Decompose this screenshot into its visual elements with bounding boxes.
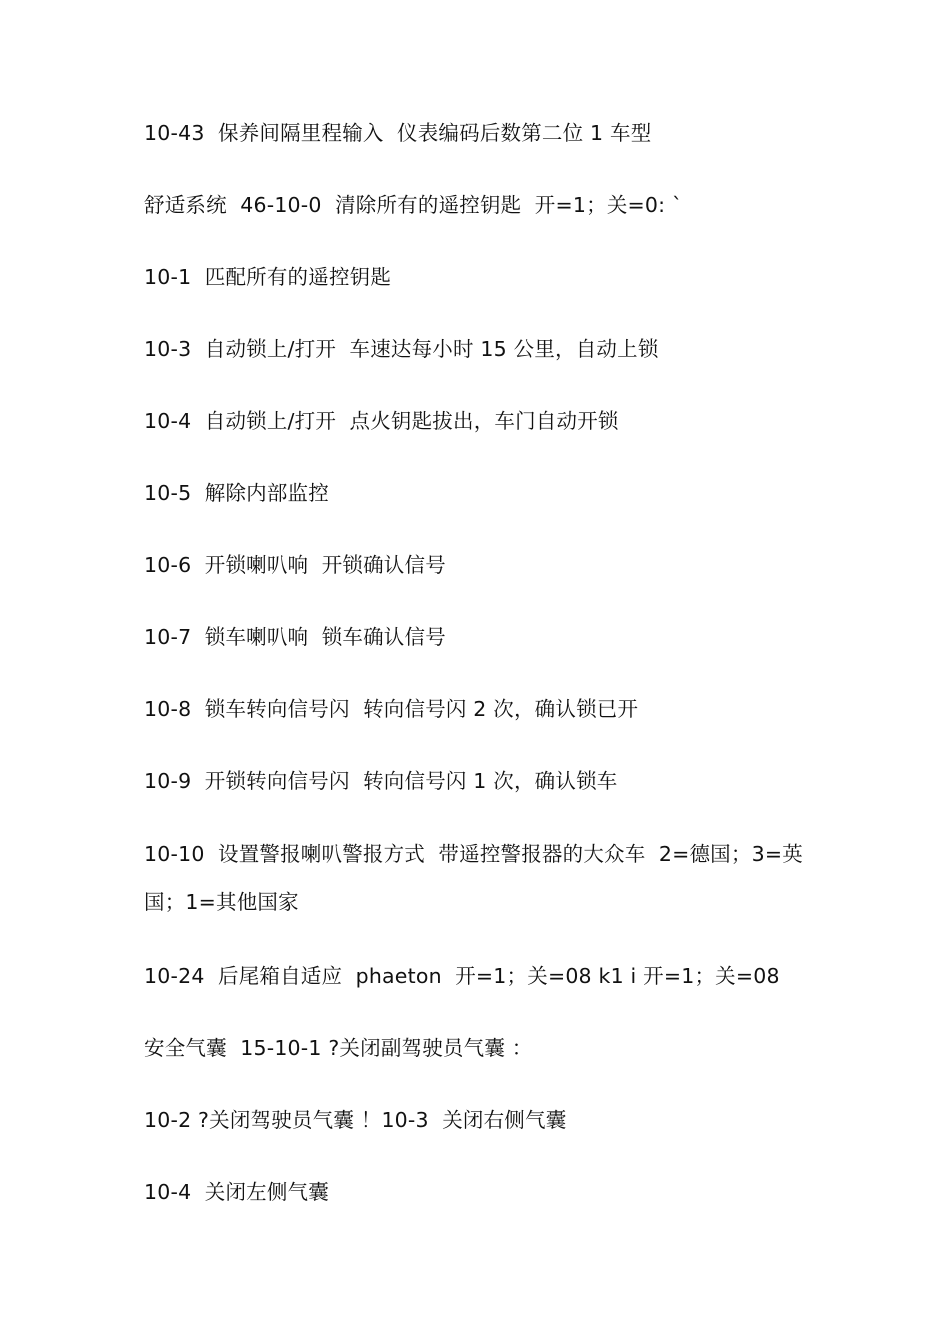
paragraph-13: 安全气囊 15-10-1 ?关闭副驾驶员气囊 ： (144, 1036, 533, 1060)
paragraph-7: 10-6 开锁喇叭响 开锁确认信号 (144, 553, 446, 577)
paragraph-1: 10-43 保养间隔里程输入 仪表编码后数第二位 1 车型 (144, 121, 652, 145)
paragraph-5: 10-4 自动锁上/打开 点火钥匙拔出，车门自动开锁 (144, 409, 619, 433)
paragraph-2: 舒适系统 46-10-0 清除所有的遥控钥匙 开=1；关=0: ` (144, 193, 683, 217)
paragraph-14: 10-2 ?关闭驾驶员气囊 ！10-3 关闭右侧气囊 (144, 1108, 567, 1132)
paragraph-11: 10-10 设置警报喇叭警报方式 带遥控警报器的大众车 2=德国；3=英国；1=其他国家 (144, 842, 803, 914)
paragraph-12: 10-24 后尾箱自适应 phaeton 开=1；关=08 k1 i 开=1；关=08 (144, 964, 780, 988)
paragraph-15: 10-4 关闭左侧气囊 (144, 1180, 329, 1204)
paragraph-4: 10-3 自动锁上/打开 车速达每小时 15 公里，自动上锁 (144, 337, 659, 361)
paragraph-6: 10-5 解除内部监控 (144, 481, 329, 505)
paragraph-3: 10-1 匹配所有的遥控钥匙 (144, 265, 392, 289)
paragraph-9: 10-8 锁车转向信号闪 转向信号闪 2 次，确认锁已开 (144, 697, 639, 721)
paragraph-10: 10-9 开锁转向信号闪 转向信号闪 1 次，确认锁车 (144, 769, 618, 793)
paragraph-8: 10-7 锁车喇叭响 锁车确认信号 (144, 625, 446, 649)
